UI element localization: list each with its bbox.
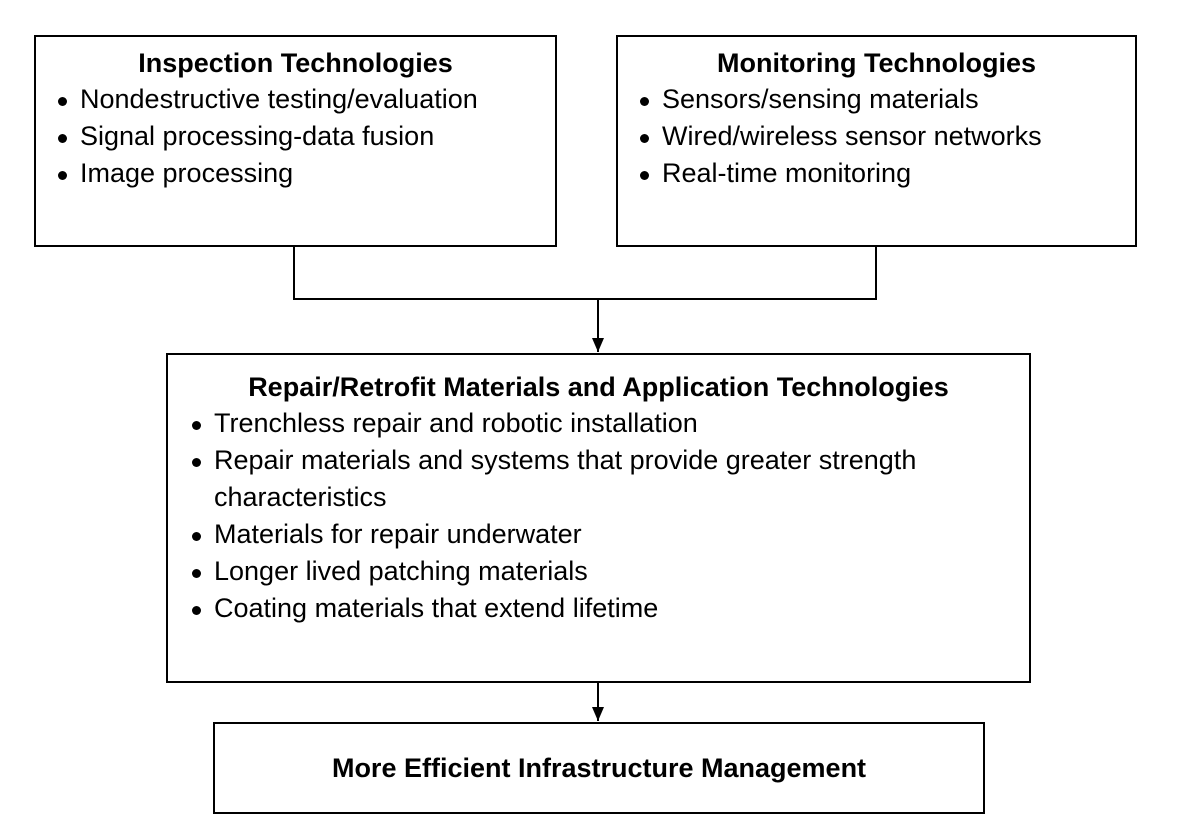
bullet-icon <box>192 458 201 467</box>
list-item <box>190 405 1007 442</box>
bullet-icon <box>58 134 67 143</box>
list-item-text: Real-time monitoring <box>662 158 912 188</box>
list-item <box>638 155 1115 192</box>
bullet-icon <box>58 97 67 106</box>
bullet-icon <box>58 171 67 180</box>
outcome-box <box>213 722 985 814</box>
bullet-icon <box>192 532 201 541</box>
list-item-text: Trenchless repair and robotic installation <box>214 408 698 438</box>
repair-list <box>190 405 1007 627</box>
list-item-text: Signal processing-data fusion <box>80 121 435 151</box>
merge-connector <box>294 247 876 299</box>
arrowhead-to-outcome <box>592 707 604 721</box>
list-item-text: Sensors/sensing materials <box>662 84 979 114</box>
monitoring-technologies-box <box>616 35 1137 247</box>
list-item-text: Coating materials that extend lifetime <box>214 593 659 623</box>
list-item-text: Image processing <box>80 158 294 188</box>
repair-retrofit-box <box>166 353 1031 683</box>
list-item-text: Materials for repair underwater <box>214 519 582 549</box>
bullet-icon <box>192 421 201 430</box>
list-item-text: Longer lived patching materials <box>214 556 588 586</box>
repair-title: Repair/Retrofit Materials and Application Technologies <box>248 372 949 402</box>
bullet-icon <box>640 97 649 106</box>
list-item-text: Wired/wireless sensor networks <box>662 121 1042 151</box>
list-item <box>190 442 1007 516</box>
inspection-technologies-box <box>34 35 557 247</box>
bullet-icon <box>640 134 649 143</box>
inspection-title: Inspection Technologies <box>138 48 453 78</box>
list-item <box>56 81 535 118</box>
list-item-text: Repair materials and systems that provide greater strength characteristics <box>214 445 917 512</box>
bullet-icon <box>640 171 649 180</box>
bullet-icon <box>192 569 201 578</box>
list-item <box>190 516 1007 553</box>
list-item <box>638 118 1115 155</box>
arrowhead-to-repair <box>592 338 604 352</box>
inspection-list <box>56 81 535 192</box>
list-item <box>190 553 1007 590</box>
monitoring-title: Monitoring Technologies <box>717 48 1036 78</box>
list-item-text: Nondestructive testing/evaluation <box>80 84 478 114</box>
list-item <box>56 155 535 192</box>
list-item <box>638 81 1115 118</box>
monitoring-list <box>638 81 1115 192</box>
outcome-title: More Efficient Infrastructure Management <box>331 753 867 783</box>
list-item <box>190 590 1007 627</box>
list-item <box>56 118 535 155</box>
bullet-icon <box>192 606 201 615</box>
